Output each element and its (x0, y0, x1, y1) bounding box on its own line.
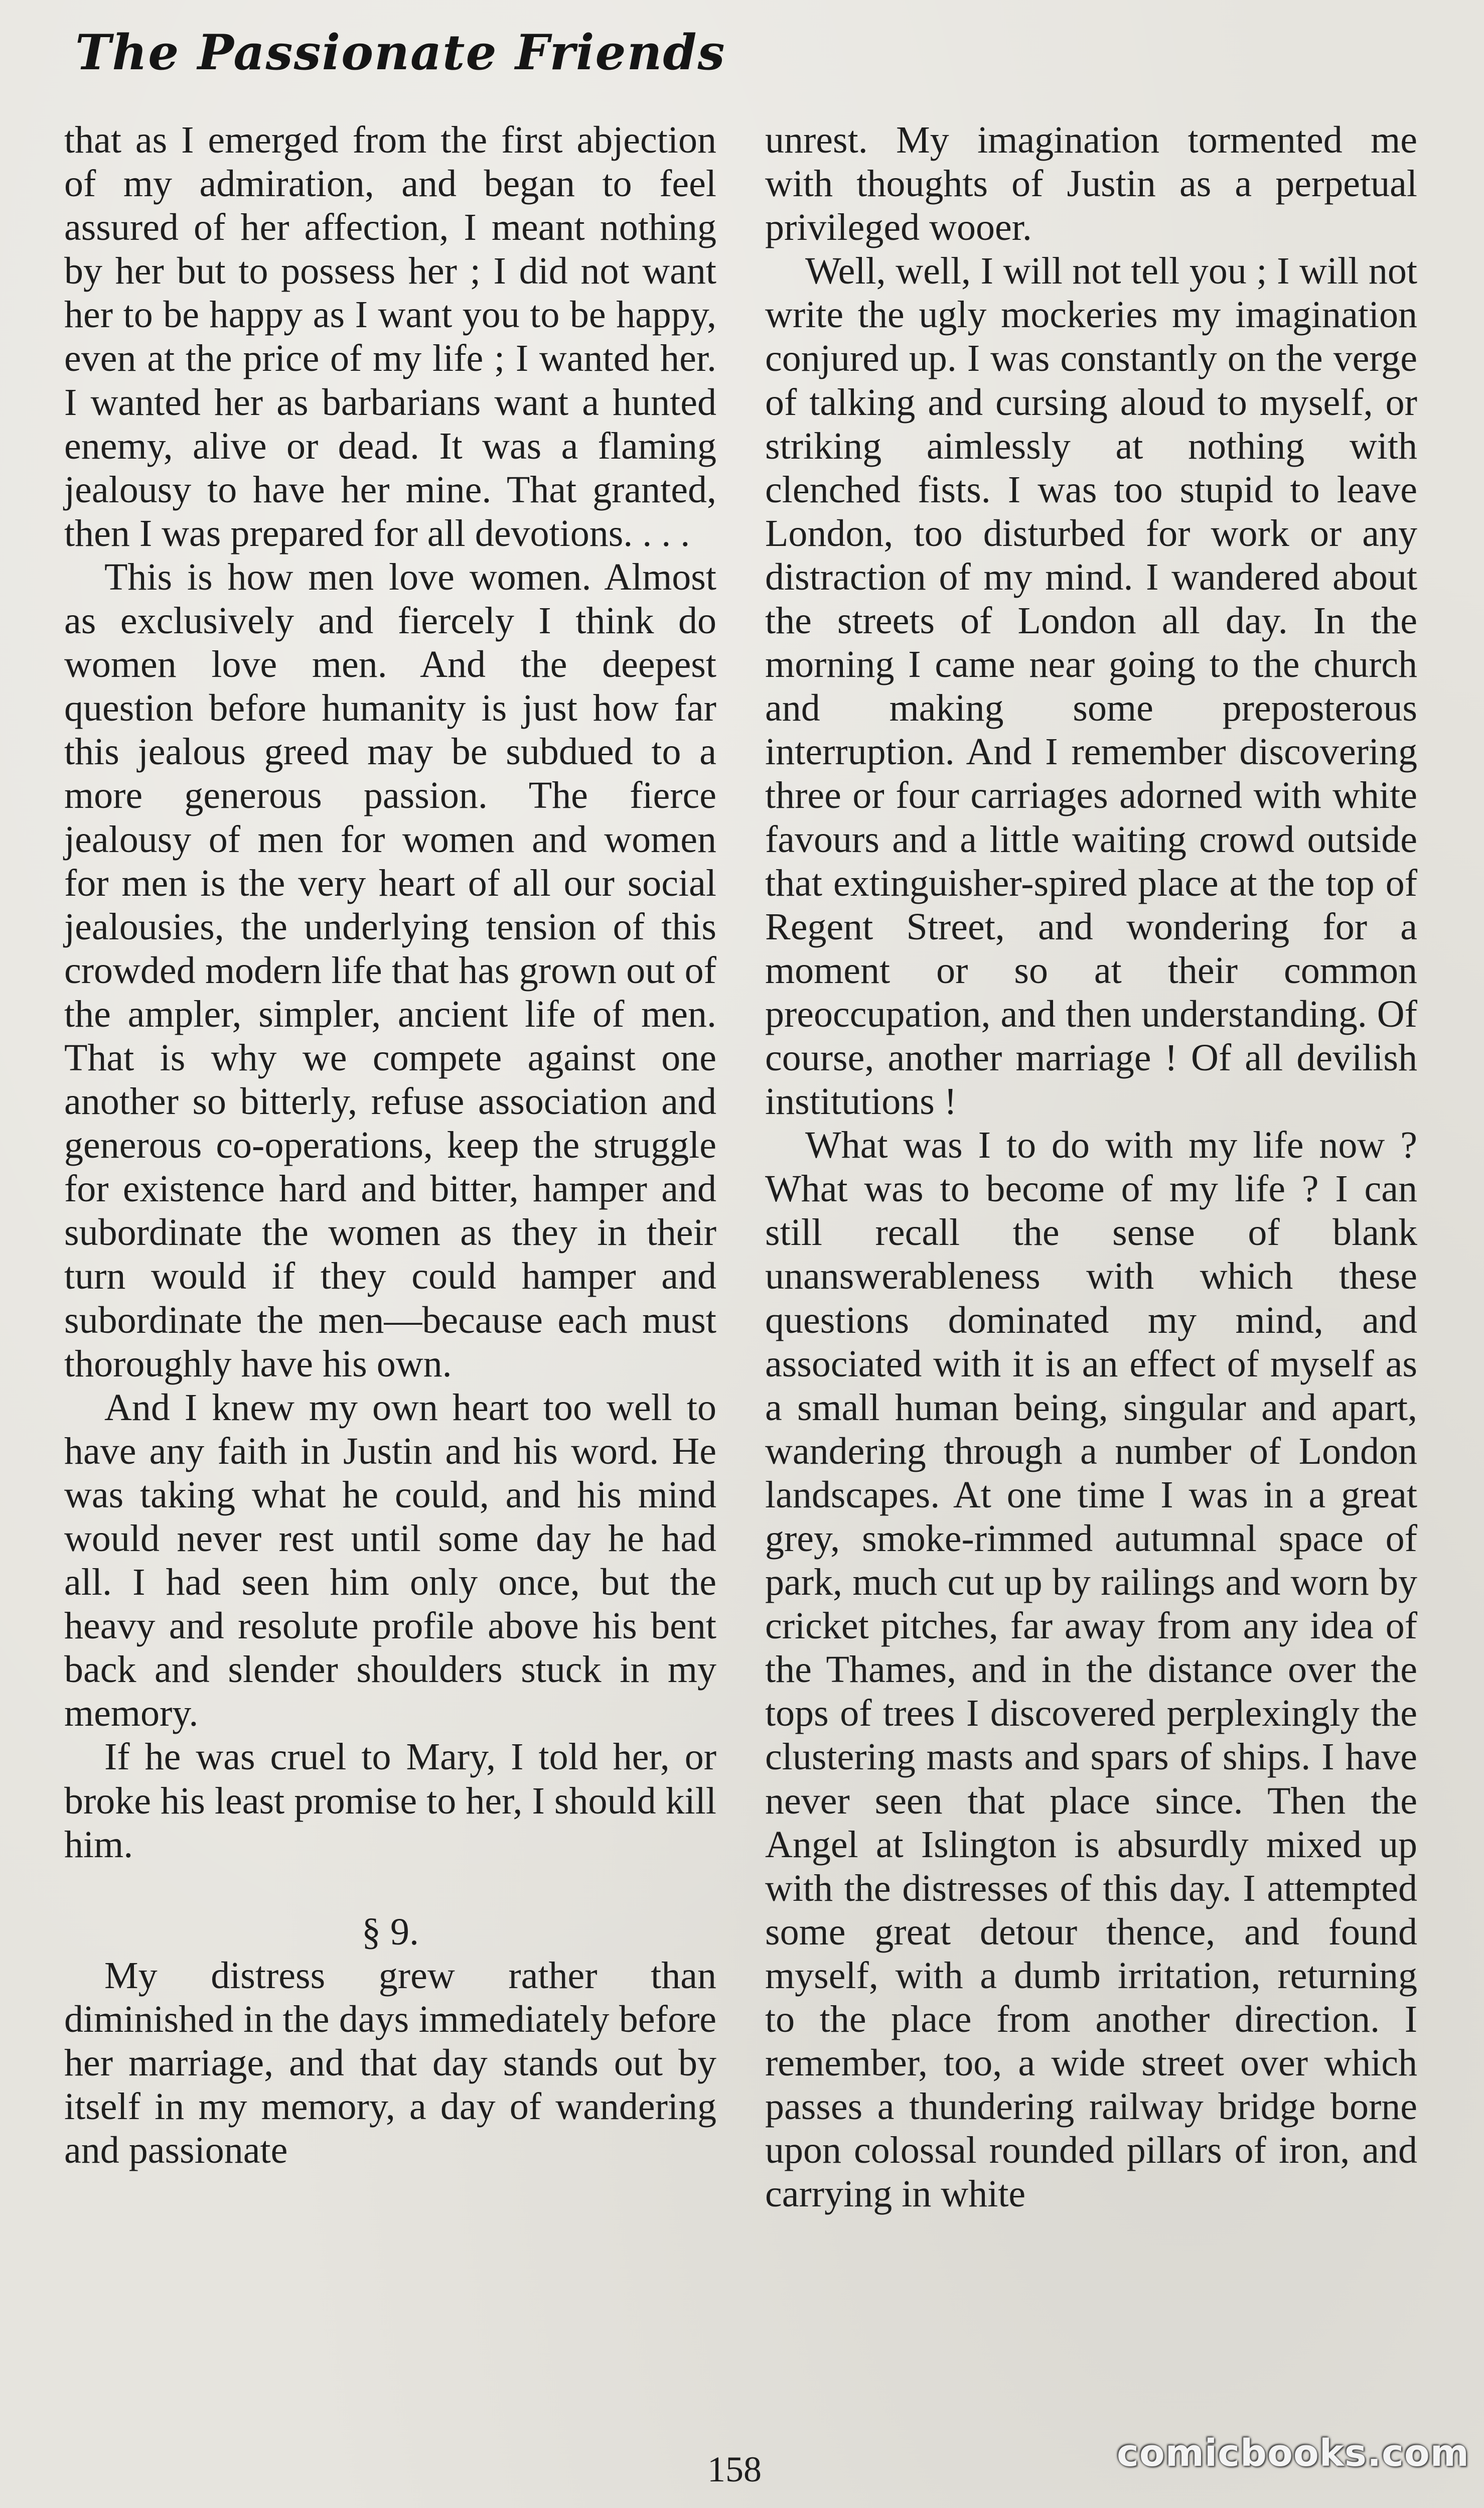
running-title: The Passionate Friends (75, 24, 726, 81)
right-column (765, 118, 1417, 2216)
left-column (64, 118, 716, 2172)
section-heading: § 9. (362, 1910, 419, 1953)
page-number: 158 (707, 2449, 762, 2489)
paragraph: Well, well, I will not tell you ; I will not write the ugly mockeries my imagination conjured up. I was constantly on the verge of talking and cursing aloud to myself, or striking aimlessly at nothing with clenched fists. I was too stupid to leave London, too disturbed for work or any distraction of my mind. I wandered about the streets of London all day. In the morning I came near going to the church and making some preposterous interruption. And I remember discovering three or four carriages adorned with white favours and a little waiting crowd outside that extinguisher-spired place at the top of Regent Street, and wondering for a moment or so at their common preoccupation, and then understanding. Of course, another marriage ! Of all devilish institutions ! (765, 250, 1417, 1123)
paragraph: What was I to do with my life now ? What was to become of my life ? I can still recall the sense of blank unanswerableness with which these questions dominated my mind, and associated with it is an effect of myself as a small human being, singular and apart, wandering through a number of London landscapes. At one time I was in a great grey, smoke-rimmed autumnal space of park, much cut up by railings and worn by cricket pitches, far away from any idea of the Thames, and in the distance over the tops of trees I discovered perplexingly the clustering masts and spars of ships. I have never seen that place since. Then the Angel at Islington is absurdly mixed up with the distresses of this day. I attempted some great detour thence, and found myself, with a dumb irritation, returning to the place from another direction. I remember, too, a wide street over which passes a thundering railway bridge borne upon colossal rounded pillars of iron, and carrying in white (765, 1124, 1417, 2215)
paragraph: And I knew my own heart too well to have any faith in Justin and his word. He was taking what he could, and his mind would never rest until some day he had all. I had seen him only once, but the heavy and resolute profile above his bent back and slender shoulders stuck in my memory. (64, 1386, 716, 1735)
paragraph: My distress grew rather than diminished in the days immediately before her marriage, and that day stands out by itself in my memory, a day of wandering and passionate (64, 1954, 716, 2172)
paragraph: This is how men love women. Almost as exclusively and fiercely I think do women love men. And the deepest question before humanity is just how far this jealous greed may be subdued to a more generous passion. The fierce jealousy of men for women and women for men is the very heart of all our social jealousies, the underlying tension of this crowded modern life that has grown out of the ampler, simpler, ancient life of men. That is why we compete against one another so bitterly, refuse association and generous co-operations, keep the struggle for existence hard and bitter, hamper and subordinate the women as they in their turn would if they could hamper and subordinate the men—because each must thoroughly have his own. (64, 555, 716, 1385)
paragraph: If he was cruel to Mary, I told her, or broke his least promise to her, I should kill him. (64, 1736, 716, 1866)
paragraph: that as I emerged from the first abjection of my admiration, and began to feel assured of her affection, I meant nothing by her but to possess her ; I did not want her to be happy as I want you to be happy, even at the price of my life ; I wanted her. I wanted her as barbarians want a hunted enemy, alive or dead. It was a flaming jealousy to have her mine. That granted, then I was prepared for all devotions. . . . (64, 119, 716, 554)
paragraph: unrest. My imagination tormented me with thoughts of Justin as a perpetual privileged wooer. (765, 119, 1417, 249)
watermark-logo: comicbooks.com (1117, 2432, 1469, 2475)
